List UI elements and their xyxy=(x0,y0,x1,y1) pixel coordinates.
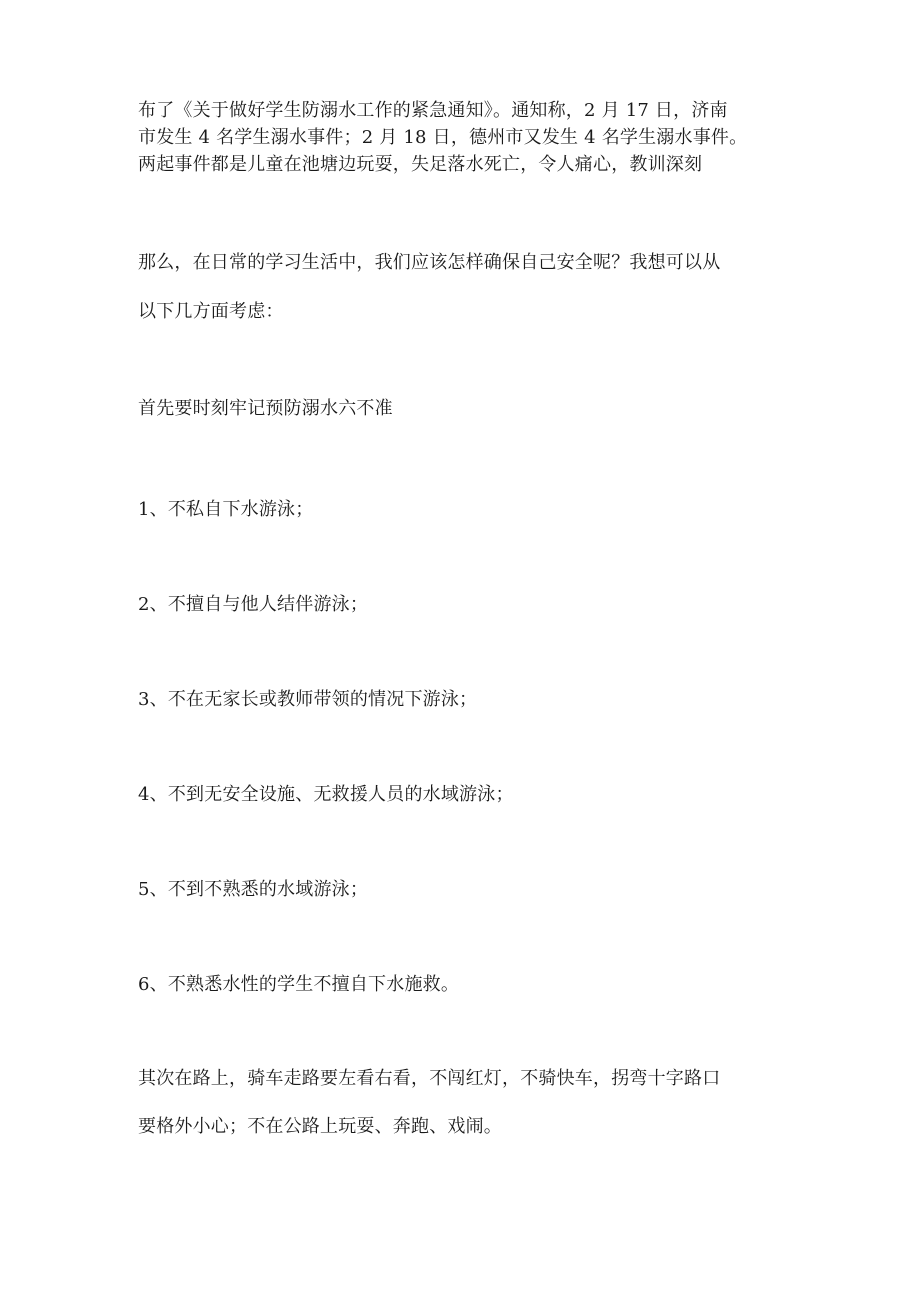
intro-paragraph xyxy=(138,97,788,178)
question-paragraph-cont xyxy=(138,298,788,325)
paragraph-line: 市发生 4 名学生溺水事件；2 月 18 日，德州市又发生 4 名学生溺水事件。 xyxy=(138,127,748,148)
rule-item-3: 3、不在无家长或教师带领的情况下游泳； xyxy=(138,689,478,710)
paragraph-line: 那么，在日常的学习生活中，我们应该怎样确保自己安全呢？我想可以从 xyxy=(138,252,721,273)
paragraph-line: 其次在路上，骑车走路要左看右看，不闯红灯，不骑快车，拐弯十字路口 xyxy=(138,1068,721,1089)
rule-item-2: 2、不擅自与他人结伴游泳； xyxy=(138,594,369,615)
paragraph-line: 以下几方面考虑： xyxy=(138,301,284,322)
paragraph-line: 要格外小心；不在公路上玩耍、奔跑、戏闹。 xyxy=(138,1116,502,1137)
rule-item-5: 5、不到不熟悉的水域游泳； xyxy=(138,879,369,900)
road-paragraph-cont xyxy=(138,1113,788,1140)
paragraph-line: 布了《关于做好学生防溺水工作的紧急通知》。通知称，2 月 17 日，济南 xyxy=(138,100,728,121)
rule-item-4: 4、不到无安全设施、无救援人员的水域游泳； xyxy=(138,784,514,805)
rule-item-1: 1、不私自下水游泳； xyxy=(138,499,314,520)
road-paragraph xyxy=(138,1065,788,1092)
paragraph-line: 两起事件都是儿童在池塘边玩耍，失足落水死亡，令人痛心，教训深刻 xyxy=(138,154,703,175)
rule-item-6: 6、不熟悉水性的学生不擅自下水施救。 xyxy=(138,974,460,995)
section-heading: 首先要时刻牢记预防溺水六不准 xyxy=(138,398,393,419)
question-paragraph xyxy=(138,249,788,276)
